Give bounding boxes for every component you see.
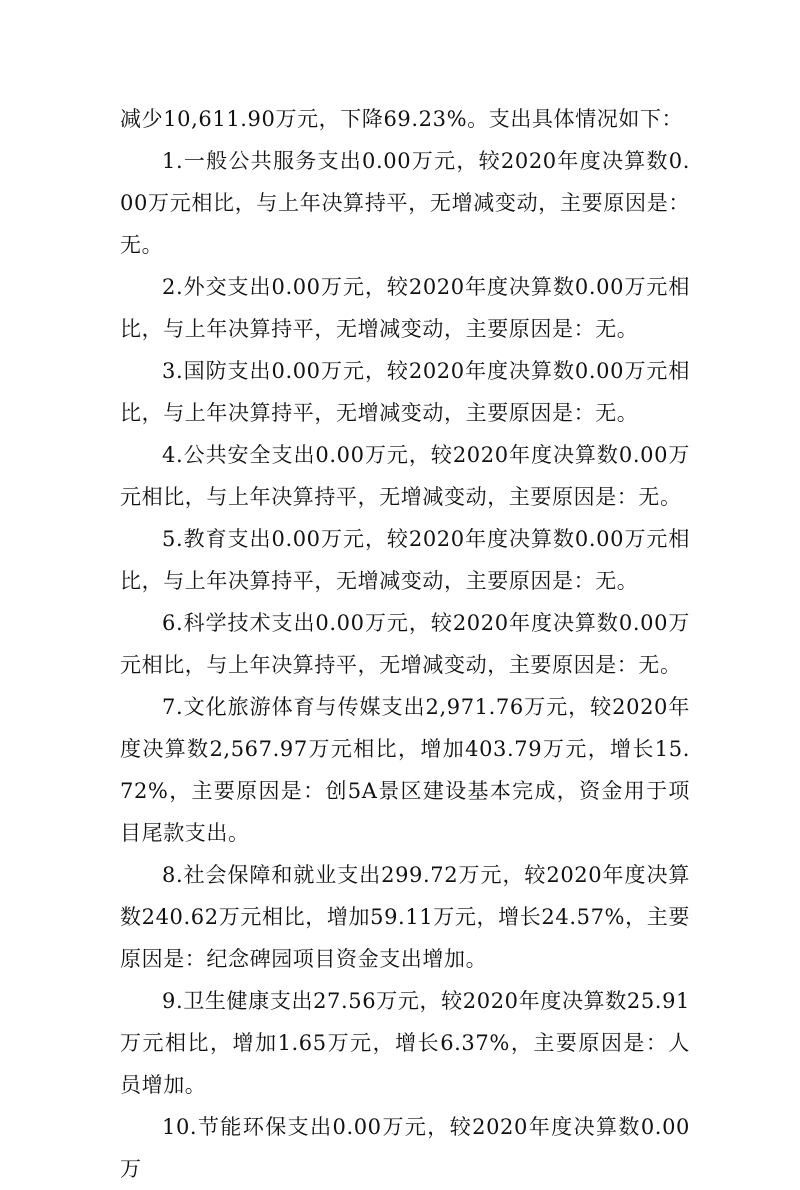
paragraph-education: 5.教育支出0.00万元，较2020年度决算数0.00万元相比，与上年决算持平，无增减变动，主要原因是：无。	[120, 527, 690, 593]
paragraph-national-defense: 3.国防支出0.00万元，较2020年度决算数0.00万元相比，与上年决算持平，无增减变动，主要原因是：无。	[120, 359, 690, 425]
paragraph-continuation: 减少10,611.90万元，下降69.23%。支出具体情况如下：	[120, 107, 684, 131]
paragraph-public-security: 4.公共安全支出0.00万元，较2020年度决算数0.00万元相比，与上年决算持平，无增减变动，主要原因是：无。	[120, 443, 690, 509]
paragraph-energy-environment: 10.节能环保支出0.00万元，较2020年度决算数0.00万	[120, 1115, 690, 1181]
paragraph-health: 9.卫生健康支出27.56万元，较2020年度决算数25.91万元相比，增加1.65万元，增长6.37%，主要原因是：人员增加。	[120, 989, 690, 1097]
paragraph-culture-tourism-sports-media: 7.文化旅游体育与传媒支出2,971.76万元，较2020年度决算数2,567.97万元相比，增加403.79万元，增长15.72%，主要原因是：创5A景区建设基本完成，资金用于项目尾款支出。	[120, 695, 690, 845]
paragraph-general-public-services: 1.一般公共服务支出0.00万元，较2020年度决算数0.00万元相比，与上年决算持平，无增减变动，主要原因是：无。	[120, 149, 690, 257]
paragraph-social-security-employment: 8.社会保障和就业支出299.72万元，较2020年度决算数240.62万元相比，增加59.11万元，增长24.57%，主要原因是：纪念碑园项目资金支出增加。	[120, 863, 690, 971]
paragraph-foreign-affairs: 2.外交支出0.00万元，较2020年度决算数0.00万元相比，与上年决算持平，无增减变动，主要原因是：无。	[120, 275, 690, 341]
document-body	[120, 98, 690, 1190]
paragraph-science-technology: 6.科学技术支出0.00万元，较2020年度决算数0.00万元相比，与上年决算持平，无增减变动，主要原因是：无。	[120, 611, 690, 677]
